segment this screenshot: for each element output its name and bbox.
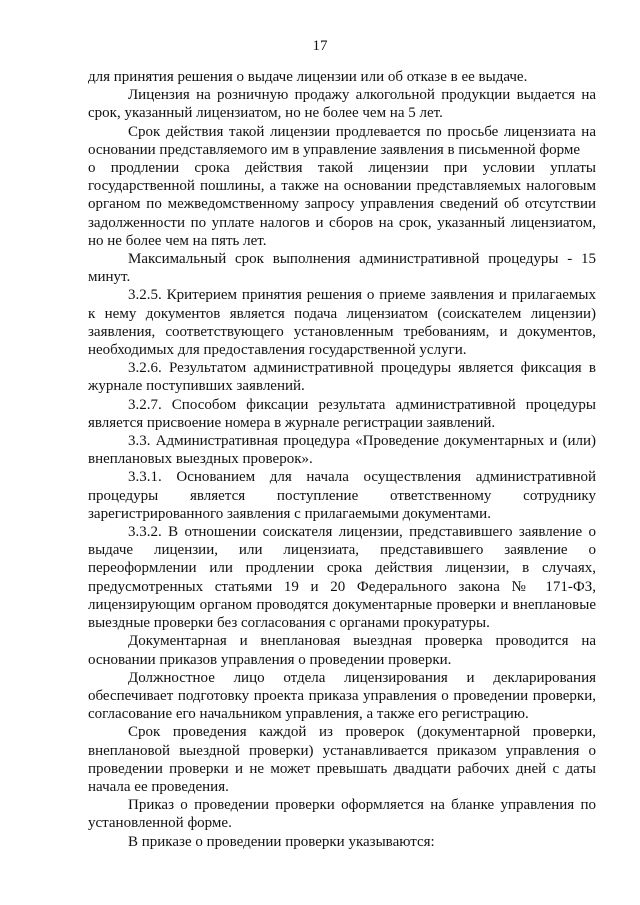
- document-body: [88, 68, 596, 851]
- paragraph: Срок проведения каждой из проверок (документарной проверки, внеплановой выездной проверки) устанавливается приказом управления о проведении проверки и не может превышать двадцати рабочих дней с даты начала ее проведения.: [88, 724, 596, 795]
- paragraph: Максимальный срок выполнения административной процедуры - 15 минут.: [88, 251, 596, 286]
- paragraph: 3.2.5. Критерием принятия решения о приеме заявления и прилагаемых к нему документов является подача лицензиатом (соискателем лицензии) заявления, соответствующего установленным требованиям, и документов, необходимых для предоставления государственной услуги.: [88, 287, 596, 359]
- paragraph: для принятия решения о выдаче лицензии или об отказе в ее выдаче.: [88, 69, 528, 85]
- page-number: 17: [312, 38, 328, 54]
- paragraph: 3.3.1. Основанием для начала осуществления административной процедуры является поступление ответственному сотруднику зарегистрированного заявления с прилагаемыми документами.: [88, 469, 596, 522]
- paragraph: 3.3. Административная процедура «Проведение документарных и (или) внеплановых выездных проверок».: [88, 433, 596, 468]
- paragraph: Должностное лицо отдела лицензирования и декларирования обеспечивает подготовку проекта приказа управления о проведении проверки, согласование его начальником управления, а также его регистрацию.: [88, 669, 596, 723]
- paragraph: Срок действия такой лицензии продлевается по просьбе лицензиата на основании представляемого им в управление заявления в письменной форме: [88, 123, 596, 158]
- paragraph: 3.2.6. Результатом административной процедуры является фиксация в журнале поступивших заявлений.: [88, 360, 596, 395]
- paragraph: 3.2.7. Способом фиксации результата административной процедуры является присвоение номера в журнале регистрации заявлений.: [88, 396, 596, 431]
- paragraph: о продлении срока действия такой лицензии при условии уплаты государственной пошлины, а также на основании представляемых налоговым органом по межведомственному запросу управления сведений об отсутствии задолженности по уплате налогов и сборов на срок, указанный лицензиатом, но не более чем на пять лет.: [88, 160, 596, 249]
- paragraph: В приказе о проведении проверки указываются:: [128, 833, 435, 850]
- paragraph: 3.3.2. В отношении соискателя лицензии, представившего заявление о выдаче лицензии, или лицензиата, представившего заявление о переоформлении или продлении срока действия лицензии, в случаях, предусмотренных статьями 19 и 20 Федерального закона № 171-ФЗ, лицензирующим органом проводятся документарные проверки и внеплановые выездные проверки без согласования с органами прокуратуры.: [88, 524, 596, 632]
- paragraph: Документарная и внеплановая выездная проверка проводится на основании приказов управления о проведении проверки.: [88, 633, 596, 668]
- paragraph: Лицензия на розничную продажу алкогольной продукции выдается на срок, указанный лицензиатом, но не более чем на 5 лет.: [88, 87, 596, 122]
- paragraph: Приказ о проведении проверки оформляется на бланке управления по установленной форме.: [88, 797, 596, 832]
